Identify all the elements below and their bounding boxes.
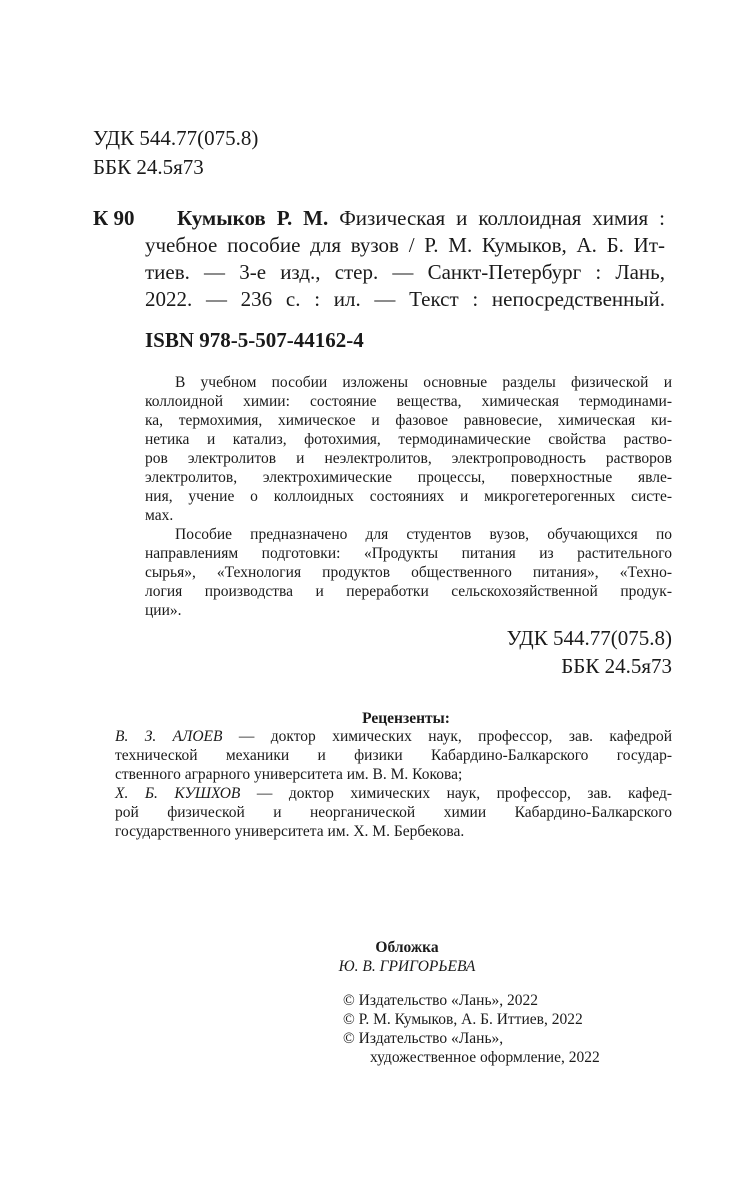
- copyright-1: © Издательство «Лань», 2022: [343, 992, 539, 1009]
- abstract-line: мах.: [145, 507, 174, 524]
- copyright-3: © Издательство «Лань»,: [343, 1030, 504, 1047]
- abstract-line: коллоидной химии: состояние вещества, химическая термодинами-: [145, 393, 672, 410]
- udk-code-bottom: УДК 544.77(075.8): [506, 626, 672, 650]
- abstract-line: ка, термохимия, химическое и фазовое равновесие, химическая ки-: [145, 412, 672, 429]
- cover-heading: Обложка: [375, 939, 439, 956]
- reviewer-2-line-2: рой физической и неорганической химии Кабардино-Балкарского: [115, 804, 672, 821]
- abstract-line: ров электролитов и неэлектролитов, электропроводность растворов: [145, 450, 672, 467]
- author-mark: К 90: [93, 206, 135, 230]
- cover-designer: Ю. В. ГРИГОРЬЕВА: [338, 958, 476, 975]
- reviewer-1-text: — доктор химических наук, профессор, зав. кафедрой: [222, 728, 672, 745]
- bib-title: Физическая и коллоидная химия :: [339, 206, 665, 230]
- reviewer-1-line-1: [115, 728, 672, 746]
- bib-line-1: [177, 206, 665, 231]
- udk-code: УДК 544.77(075.8): [93, 126, 259, 150]
- reviewers-heading: Рецензенты:: [362, 710, 450, 727]
- reviewer-1-line-2: технической механики и физики Кабардино-Балкарского государ-: [115, 747, 672, 764]
- bib-author: Кумыков Р. М.: [177, 206, 329, 230]
- bib-line-2: учебное пособие для вузов / Р. М. Кумыков, А. Б. Ит-: [145, 233, 665, 257]
- reviewer-2-line-1: [115, 785, 672, 803]
- abstract-line: ния, учение о коллоидных состояниях и микрогетерогенных систе-: [145, 488, 672, 505]
- bbk-code: ББК 24.5я73: [93, 155, 204, 179]
- abstract-line: сырья», «Технология продуктов общественного питания», «Техно-: [145, 564, 672, 581]
- abstract-line: нетика и катализ, фотохимия, термодинамические свойства раство-: [145, 431, 672, 448]
- abstract-line: Пособие предназначено для студентов вузов, обучающихся по: [175, 526, 672, 543]
- abstract-line: электролитов, электрохимические процессы, поверхностные явле-: [145, 469, 672, 486]
- reviewer-1-name: В. З. АЛОЕВ: [115, 728, 223, 745]
- copyright-3-cont: художественное оформление, 2022: [370, 1049, 600, 1066]
- bib-line-3: тиев. — 3-е изд., стер. — Санкт-Петербург : Лань,: [145, 260, 665, 284]
- abstract-line: логия производства и переработки сельскохозяйственной продук-: [145, 583, 672, 600]
- reviewer-2-text: — доктор химических наук, профессор, зав. кафед-: [240, 785, 672, 802]
- bbk-code-bottom: ББК 24.5я73: [561, 654, 672, 678]
- abstract-line: направлениям подготовки: «Продукты питания из растительного: [145, 545, 672, 562]
- isbn: ISBN 978-5-507-44162-4: [145, 328, 364, 352]
- abstract-line: ции».: [145, 602, 182, 619]
- reviewer-1-line-3: ственного аграрного университета им. В. М. Кокова;: [115, 766, 463, 783]
- abstract-line: В учебном пособии изложены основные разделы физической и: [175, 374, 672, 391]
- copyright-2: © Р. М. Кумыков, А. Б. Иттиев, 2022: [343, 1011, 583, 1028]
- bib-line-4: 2022. — 236 с. : ил. — Текст : непосредственный.: [145, 287, 665, 311]
- reviewer-2-name: Х. Б. КУШХОВ: [115, 785, 241, 802]
- reviewer-2-line-3: государственного университета им. Х. М. Бербекова.: [115, 823, 465, 840]
